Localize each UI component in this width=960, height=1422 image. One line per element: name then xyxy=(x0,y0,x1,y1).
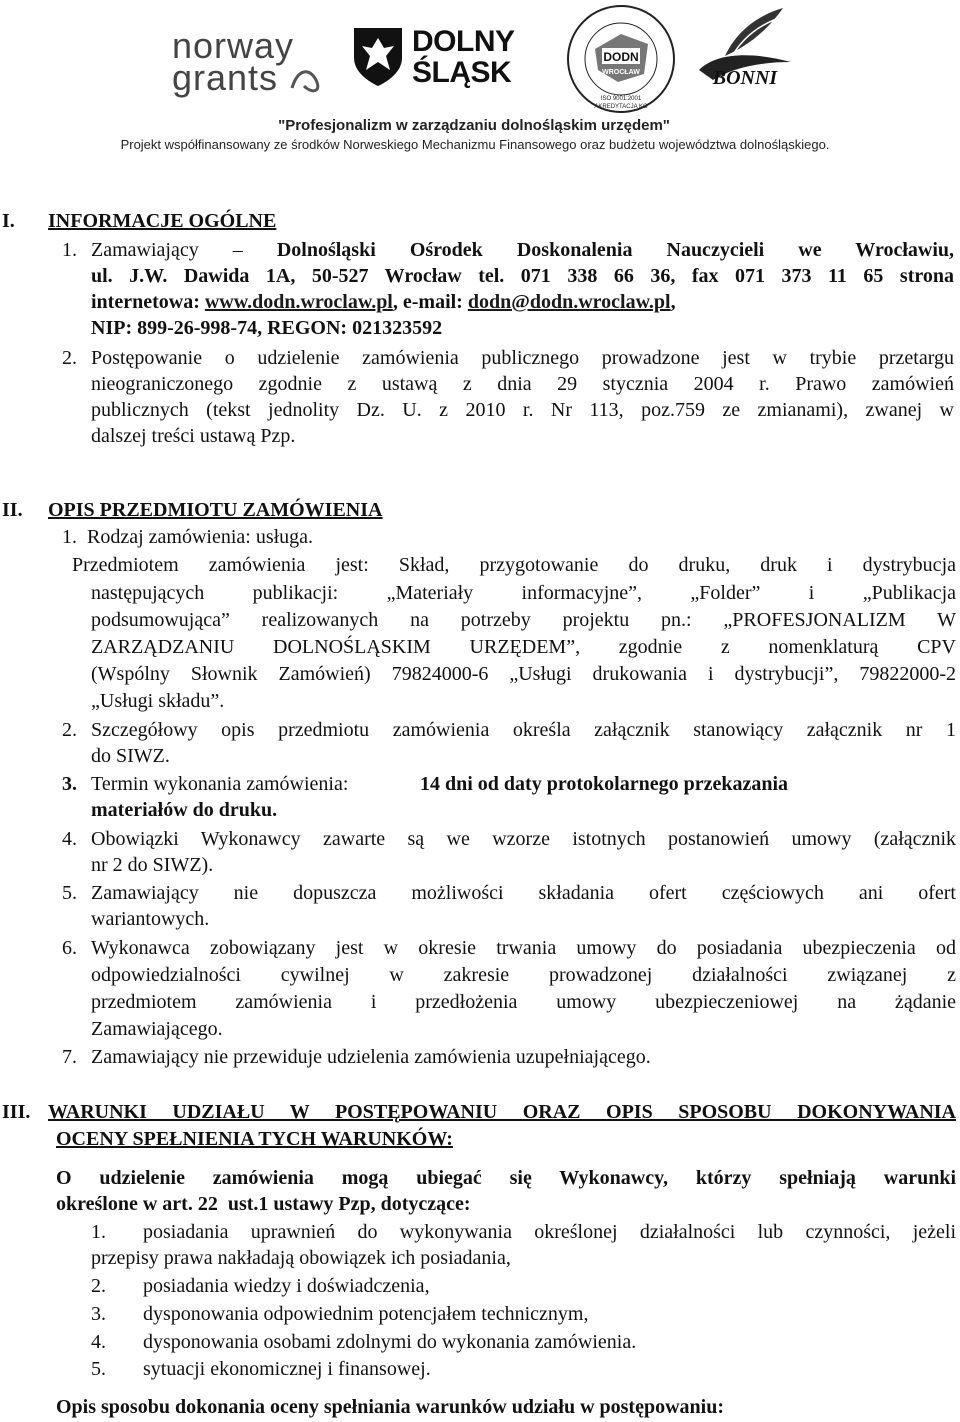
project-funding-note: Projekt współfinansowany ze środków Norweskiego Mechanizmu Finansowego oraz budżetu województwa dolnośląskiego. xyxy=(120,137,830,152)
svg-text:WROCŁAW: WROCŁAW xyxy=(602,69,640,76)
s1-item1-contacts xyxy=(91,289,676,315)
section-2-title: OPIS PRZEDMIOTU ZAMÓWIENIA xyxy=(48,499,383,521)
s2-item3-deadline-line1: 14 dni od daty protokolarnego przekazania xyxy=(420,773,788,795)
s1-item1-number: 1. xyxy=(62,239,77,261)
s1-item2-line1: Postępowanie o udzielenie zamówienia publicznego prowadzone jest w trybie przetargu xyxy=(91,347,954,369)
section-2-number: II. xyxy=(2,499,23,521)
website-link[interactable]: www.dodn.wroclaw.pl xyxy=(204,291,393,313)
norway-grants-line2: grants xyxy=(172,57,279,98)
s3-item4-number: 4. xyxy=(91,1331,106,1353)
norway-grants-line1: norway xyxy=(172,25,295,66)
s2-item2-line1: Szczegółowy opis przedmiotu zamówienia określa załącznik stanowiący załącznik nr 1 xyxy=(91,719,956,741)
section-3-title-line2: OCENY SPEŁNIENIA TYCH WARUNKÓW: xyxy=(56,1128,453,1150)
s1-item1-line1 xyxy=(91,237,954,263)
svg-text:BONNI: BONNI xyxy=(712,67,778,89)
s2-item4-line2: nr 2 do SIWZ). xyxy=(91,854,214,876)
s3-item5-number: 5. xyxy=(91,1358,106,1380)
s3-item5-text: sytuacji ekonomicznej i finansowej. xyxy=(143,1358,431,1380)
s2-para-line6: „Usługi składu”. xyxy=(91,690,225,712)
s3-intro-line1: O udzielenie zamówienia mogą ubiegać się Wykonawcy, którzy spełniają warunki xyxy=(56,1167,956,1189)
s3-item3-number: 3. xyxy=(91,1303,106,1325)
s2-item7-number: 7. xyxy=(62,1046,77,1068)
s1-item1-address: ul. J.W. Dawida 1A, 50-527 Wrocław tel. 071 338 66 36, fax 071 373 11 65 strona xyxy=(91,265,954,287)
s2-item6-line1: Wykonawca zobowiązany jest w okresie trwania umowy do posiadania ubezpieczenia od xyxy=(91,937,956,959)
s3-item3-text: dysponowania odpowiednim potencjałem technicznym, xyxy=(143,1303,589,1325)
section-1-title: INFORMACJE OGÓLNE xyxy=(48,210,277,232)
s3-item2-number: 2. xyxy=(91,1275,106,1297)
s3-item1-number: 1. xyxy=(91,1221,106,1243)
svg-text:DODN: DODN xyxy=(603,50,639,64)
section-1-number: I. xyxy=(2,210,15,232)
section-3-number: III. xyxy=(2,1101,31,1123)
s3-item1-text: posiadania uprawnień do wykonywania określonej działalności lub czynności, jeżeli xyxy=(143,1221,956,1243)
bonni-logo xyxy=(695,4,795,94)
s2-item4-number: 4. xyxy=(62,828,77,850)
s1-item2-line3: publicznych (tekst jednolity Dz. U. z 2010 r. Nr 113, poz.759 ze zmianami), zwanej w xyxy=(91,399,954,421)
s1-item2-number: 2. xyxy=(62,347,77,369)
bonni-feather-icon xyxy=(695,4,795,94)
s1-item2-line4: dalszej treści ustawą Pzp. xyxy=(91,425,296,447)
s2-item6-line2: odpowiedzialności cywilnej w zakresie prowadzonej działalności związanej z xyxy=(91,964,956,986)
s2-item1: 1. Rodzaj zamówienia: usługa. xyxy=(62,526,314,548)
norway-grants-symbol-icon xyxy=(284,58,324,98)
s2-para-line5: (Wspólny Słownik Zamówień) 79824000-6 „Usługi drukowania i dystrybucji”, 79822000-2 xyxy=(91,663,956,685)
s2-item7-text: Zamawiający nie przewiduje udzielenia zamówienia uzupełniającego. xyxy=(91,1046,651,1068)
s2-para-line4: ZARZĄDZANIU DOLNOŚLĄSKIM URZĘDEM”, zgodnie z nomenklaturą CPV xyxy=(91,636,956,658)
dolny-slask-line1: DOLNY xyxy=(412,25,515,58)
s2-item5-number: 5. xyxy=(62,882,77,904)
email-tail: , xyxy=(670,291,676,313)
dodn-seal-logo xyxy=(560,4,682,124)
s2-item6-line4: Zamawiającego. xyxy=(91,1018,223,1040)
svg-text:ISO 9001:2001: ISO 9001:2001 xyxy=(600,96,642,102)
s2-item4-line1: Obowiązki Wykonawcy zawarte są we wzorze istotnych postanowień umowy (załącznik xyxy=(91,828,956,850)
svg-text:AKREDYTACJA KO: AKREDYTACJA KO xyxy=(594,104,648,110)
dolny-slask-line2: ŚLĄSK xyxy=(412,56,512,89)
s2-item6-number: 6. xyxy=(62,937,77,959)
s2-item3-deadline-line2: materiałów do druku. xyxy=(91,799,278,821)
s2-item2-number: 2. xyxy=(62,719,77,741)
contracting-authority-name: Dolnośląski Ośrodek Doskonalenia Nauczycieli we Wrocławiu, xyxy=(276,239,955,261)
norway-grants-logo xyxy=(172,25,312,98)
s2-item3-number: 3. xyxy=(62,773,77,795)
section-3-title-line1: WARUNKI UDZIAŁU W POSTĘPOWANIU ORAZ OPIS SPOSOBU DOKONYWANIA xyxy=(48,1101,956,1123)
s3-closing-heading: Opis sposobu dokonania oceny spełniania warunków udziału w postępowaniu: xyxy=(56,1396,724,1418)
s3-intro-line2: określone w art. 22 ust.1 ustawy Pzp, dotyczące: xyxy=(56,1193,471,1215)
s3-item4-text: dysponowania osobami zdolnymi do wykonania zamówienia. xyxy=(143,1331,637,1353)
s1-item1-lead: Zamawiający – xyxy=(91,239,243,261)
website-label: internetowa: xyxy=(91,291,200,313)
s2-item6-line3: przedmiotem zamówienia i przedłożenia umowy ubezpieczeniowej na żądanie xyxy=(91,991,956,1013)
s3-item1-text-cont: przepisy prawa nakładają obowiązek ich posiadania, xyxy=(91,1247,511,1269)
eagle-crest-icon xyxy=(350,24,406,90)
s2-para-line2: następujących publikacji: „Materiały informacyjne”, „Folder” i „Publikacja xyxy=(91,582,956,604)
project-slogan: "Profesjonalizm w zarządzaniu dolnośląskim urzędem" xyxy=(278,117,670,134)
s2-item3-label: Termin wykonania zamówienia: xyxy=(91,773,349,795)
s2-para-line3: podsumowująca” realizowanych na potrzeby projektu pn.: „PROFESJONALIZM W xyxy=(91,609,956,631)
dodn-seal-icon xyxy=(560,4,682,124)
s2-item5-line1: Zamawiający nie dopuszcza możliwości składania ofert częściowych ani ofert xyxy=(91,882,956,904)
s2-item2-line2: do SIWZ. xyxy=(91,745,170,767)
document-header xyxy=(0,0,960,165)
s3-item2-text: posiadania wiedzy i doświadczenia, xyxy=(143,1275,430,1297)
email-link[interactable]: dodn@dodn.wroclaw.pl xyxy=(467,291,671,313)
s2-para-line1: Przedmiotem zamówienia jest: Skład, przygotowanie do druku, druk i dystrybucja xyxy=(72,554,956,576)
dolny-slask-logo xyxy=(350,22,535,94)
email-label: , e-mail: xyxy=(392,291,463,313)
s2-item5-line2: wariantowych. xyxy=(91,908,210,930)
s1-item1-nip-regon: NIP: 899-26-998-74, REGON: 021323592 xyxy=(91,317,443,339)
s1-item2-line2: nieograniczonego zgodnie z ustawą z dnia 29 stycznia 2004 r. Prawo zamówień xyxy=(91,373,954,395)
